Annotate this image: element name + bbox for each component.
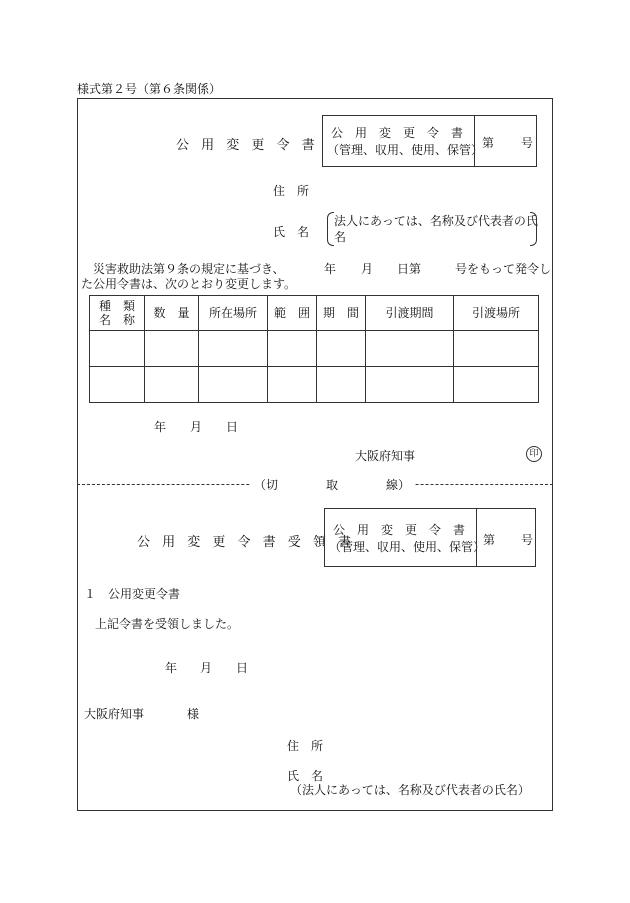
table-cell: [90, 331, 145, 367]
upper-number-prefix: 第: [482, 136, 495, 150]
header-kind-name: 種 類 名 称: [90, 296, 145, 331]
lower-addressee: 大阪府知事: [84, 707, 145, 721]
table-cell: [268, 367, 317, 403]
upper-order-type-box: [322, 115, 484, 167]
table-cell: [145, 367, 199, 403]
table-row: [90, 367, 539, 403]
header-delivery-place: 引渡場所: [454, 296, 539, 331]
header-location: 所在場所: [199, 296, 268, 331]
upper-box-title: 公 用 変 更 令 書: [331, 126, 464, 140]
upper-address-label: 住 所: [273, 184, 310, 198]
lower-receipt-text: 上記令書を受領しました。: [95, 617, 240, 631]
table-cell: [454, 331, 539, 367]
lower-box-title: 公 用 変 更 令 書: [333, 523, 466, 537]
header-scope: 範 囲: [268, 296, 317, 331]
upper-body-year: 年: [324, 262, 337, 276]
table-cell: [317, 331, 366, 367]
header-period: 期 間: [317, 296, 366, 331]
upper-date-day: 日: [226, 420, 239, 434]
lower-order-type-box: [324, 508, 486, 567]
header-delivery-period: 引渡期間: [366, 296, 454, 331]
form-frame: [77, 98, 553, 811]
upper-body-day: 日第: [397, 262, 422, 276]
seal-icon: 印: [526, 446, 542, 462]
upper-body-month: 月: [361, 262, 374, 276]
lower-name-label: 氏 名: [287, 769, 324, 783]
table-cell: [199, 367, 268, 403]
lower-address-label: 住 所: [287, 739, 324, 753]
upper-name-note-line1: 法人にあっては、名称及び代表者の氏: [334, 214, 538, 228]
table-cell: [366, 367, 454, 403]
lower-title: 公 用 変 更 令 書 受 領 書: [137, 535, 356, 550]
upper-issuer: 大阪府知事: [355, 449, 416, 463]
upper-box-subtitle: （管理、収用、使用、保管）: [327, 143, 484, 157]
name-note-left-bracket: [327, 212, 334, 246]
header-quantity: 数 量: [145, 296, 199, 331]
lower-item: １ 公用変更令書: [84, 587, 181, 601]
upper-date-year: 年: [154, 420, 167, 434]
upper-title: 公 用 変 更 令 書: [176, 138, 319, 153]
table-cell: [145, 331, 199, 367]
upper-number-suffix: 号: [521, 136, 534, 150]
table-header-row: [90, 296, 539, 331]
table-row: [90, 331, 539, 367]
lower-date-month: 月: [200, 661, 213, 675]
upper-body-line2: た公用令書は、次のとおり変更します。: [81, 277, 297, 291]
lower-name-note: （法人にあっては、名称及び代表者の氏名）: [290, 783, 530, 797]
lower-date-day: 日: [236, 661, 249, 675]
upper-name-label: 氏 名: [273, 225, 310, 239]
upper-name-note-line2: 名: [334, 230, 347, 244]
upper-body-line1-b: 号をもって発令し: [455, 262, 552, 276]
upper-date-month: 月: [190, 420, 203, 434]
lower-number-suffix: 号: [521, 533, 534, 547]
property-table: [89, 295, 539, 403]
lower-number-box: [476, 508, 536, 567]
table-cell: [454, 367, 539, 403]
form-number: 様式第２号（第６条関係）: [77, 82, 222, 96]
lower-box-subtitle: （管理、収用、使用、保管）: [329, 540, 486, 554]
cut-line-label: （切 取 線）: [250, 476, 414, 493]
table-cell: [90, 367, 145, 403]
name-note-right-bracket: [530, 212, 537, 246]
upper-body-line1-a: 災害救助法第９条の規定に基づき、: [93, 262, 285, 276]
table-cell: [199, 331, 268, 367]
table-cell: [317, 367, 366, 403]
lower-honorific: 様: [187, 707, 200, 721]
lower-date-year: 年: [165, 661, 178, 675]
table-cell: [268, 331, 317, 367]
table-cell: [366, 331, 454, 367]
lower-number-prefix: 第: [483, 533, 496, 547]
upper-number-box: [474, 115, 537, 167]
